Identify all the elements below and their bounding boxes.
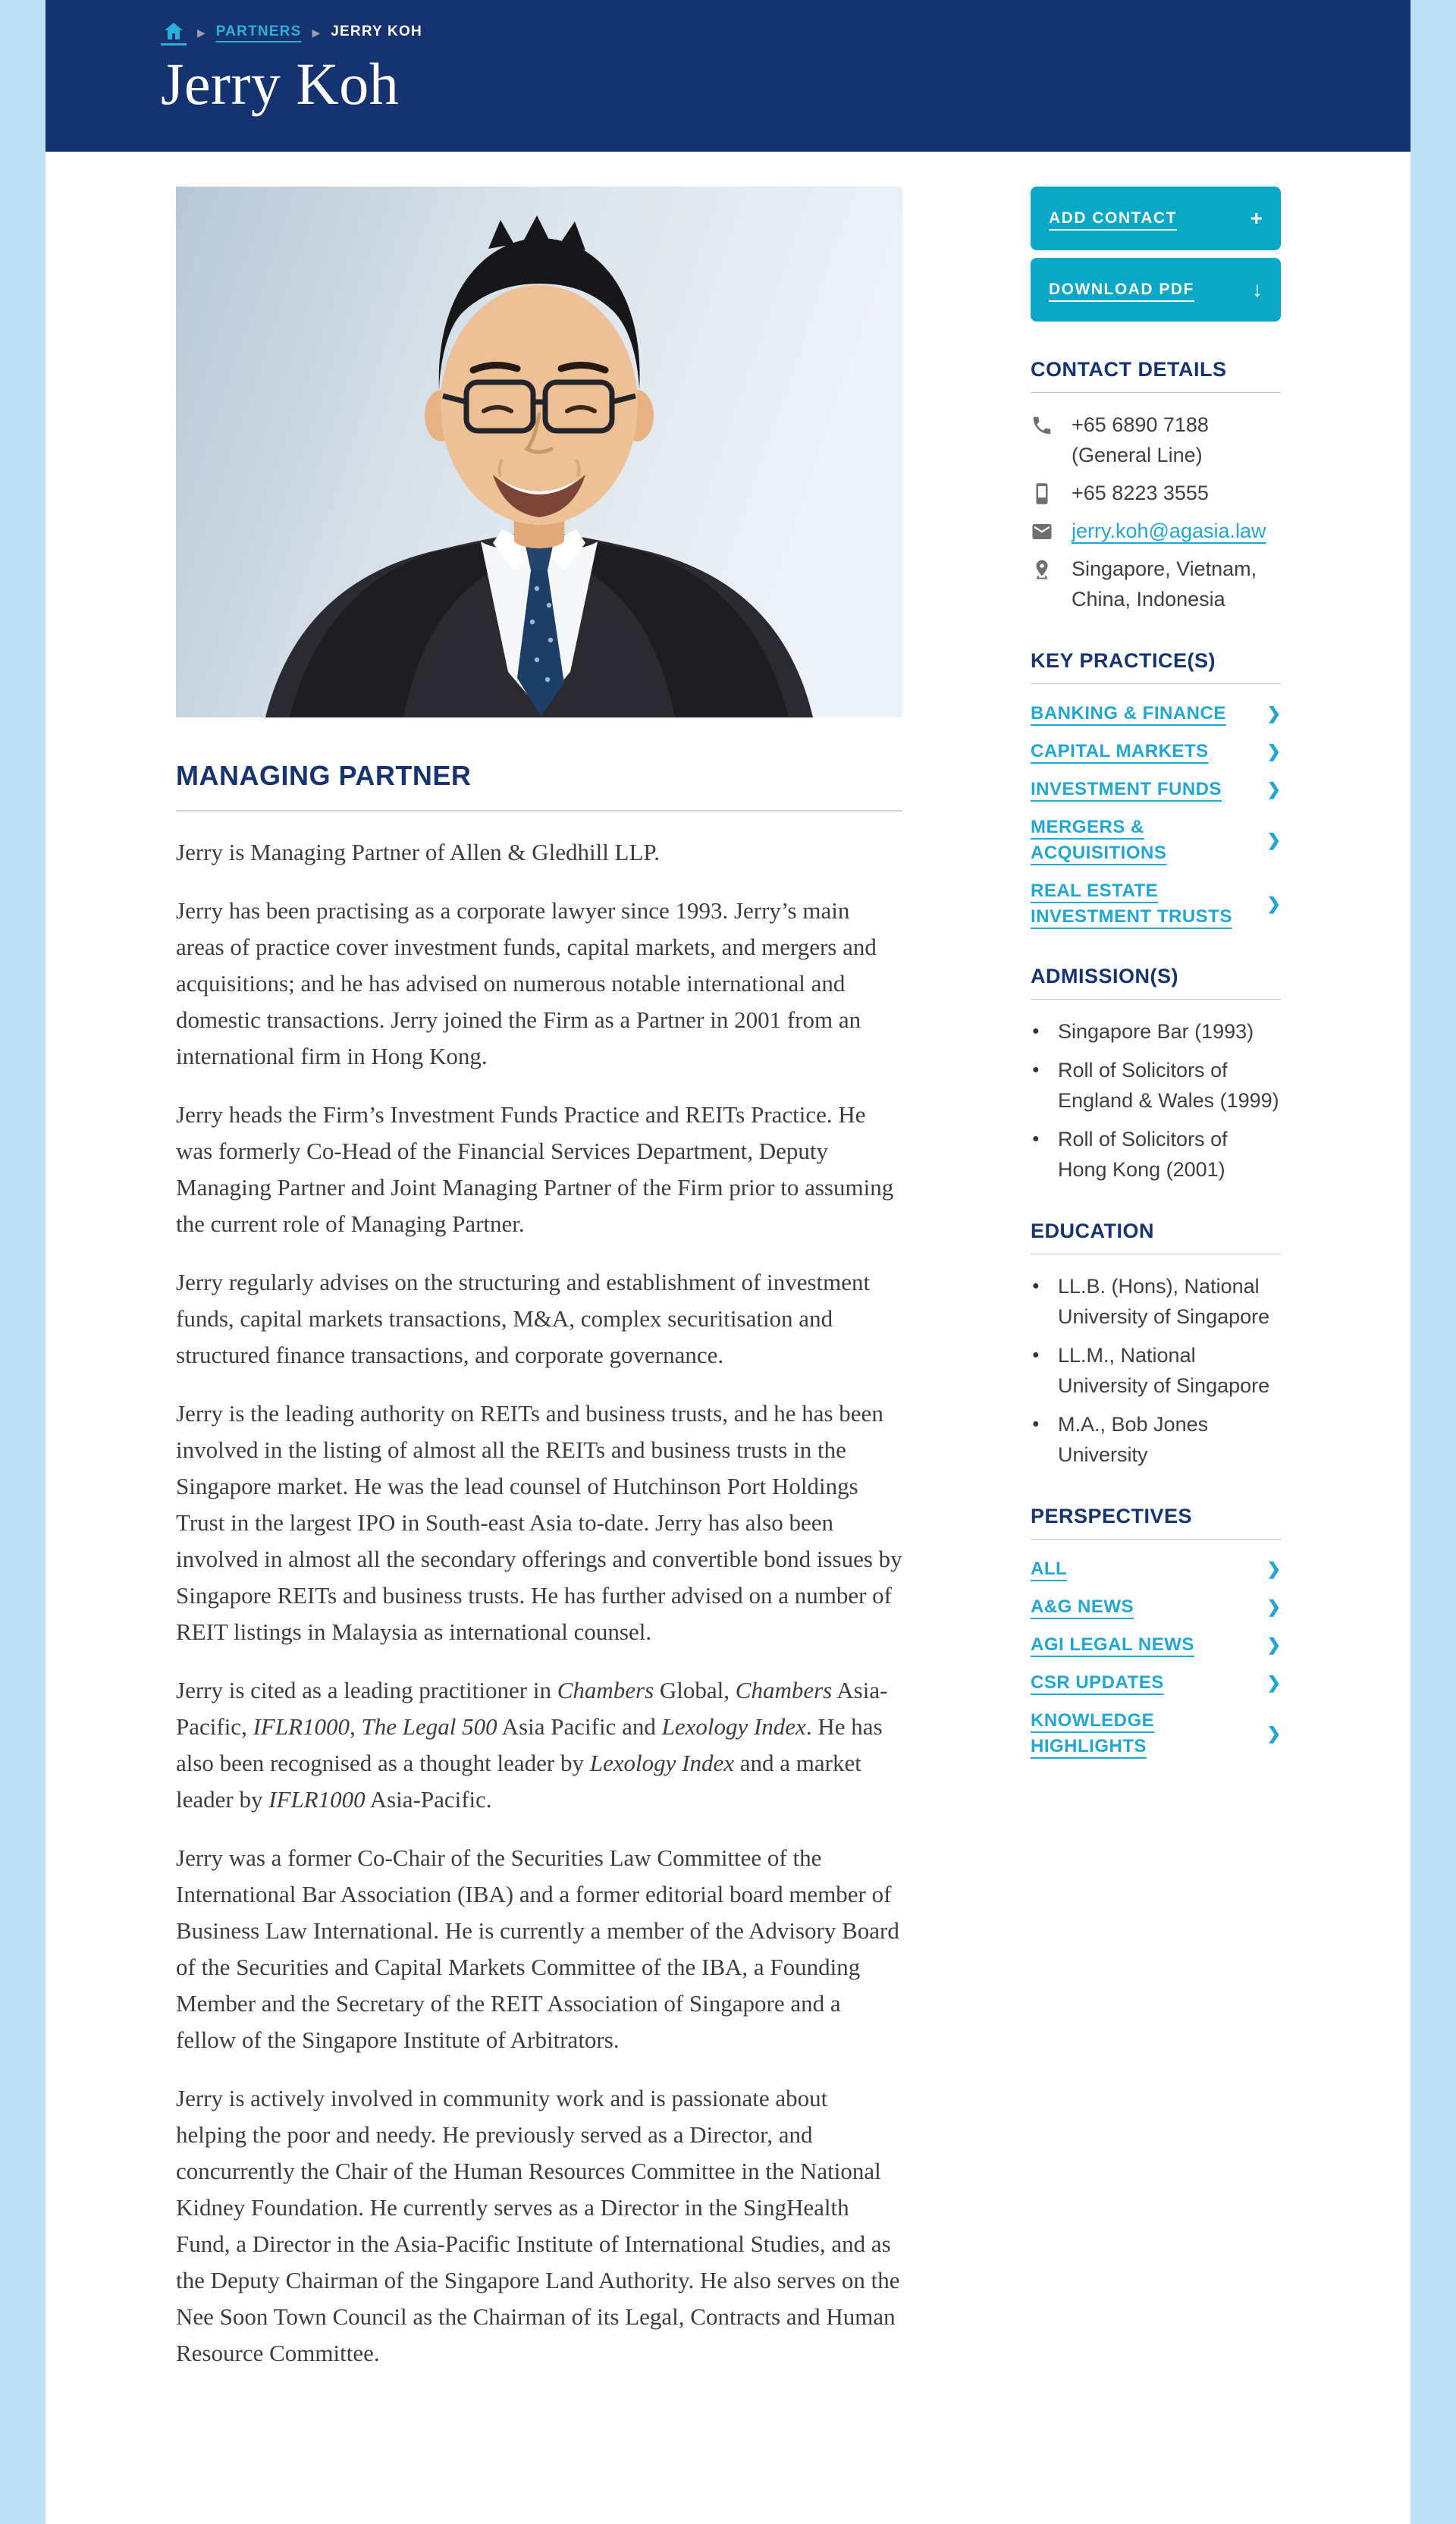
bio-paragraph: Jerry is cited as a leading practitioner in Chambers Global, Chambers Asia-Pacific, IFLR1000, The Legal 500 Asia Pacific and Lexology Index. He has also been recognised as a thought leader by Lexology Index and a market leader by IFLR1000 Asia-Pacific. bbox=[176, 1677, 888, 1813]
chevron-right-icon: ❯ bbox=[1266, 1597, 1281, 1616]
education-list bbox=[1031, 1271, 1281, 1470]
list-item: ● Roll of Solicitors of England & Wales (1999) bbox=[1031, 1055, 1281, 1116]
bio-paragraph: Jerry heads the Firm’s Investment Funds Practice and REITs Practice. He was formerly Co-Head of the Financial Services Department, Deputy Managing Partner and Joint Managing Partner of the Firm prior to assuming the current role of Managing Partner. bbox=[176, 1101, 894, 1237]
chevron-separator-icon: ▶ bbox=[197, 27, 206, 39]
content-area bbox=[46, 152, 1410, 2394]
home-link-underline bbox=[161, 43, 187, 46]
admissions-section bbox=[1031, 965, 1281, 1185]
key-practices-section bbox=[1031, 649, 1281, 930]
chevron-right-icon: ❯ bbox=[1266, 1559, 1281, 1578]
breadcrumb bbox=[161, 23, 1410, 46]
perspectives-link-label: KNOWLEDGE HIGHLIGHTS bbox=[1031, 1710, 1155, 1756]
breadcrumb-home-link[interactable] bbox=[161, 23, 187, 46]
page-header bbox=[46, 0, 1410, 152]
practice-link-reits[interactable] bbox=[1031, 878, 1281, 930]
divider bbox=[1031, 999, 1281, 1000]
contact-row-location bbox=[1031, 554, 1281, 614]
location-value: Singapore, Vietnam, China, Indonesia bbox=[1072, 557, 1257, 611]
perspectives-link-knowledge-highlights[interactable] bbox=[1031, 1708, 1281, 1760]
add-contact-button[interactable] bbox=[1031, 187, 1281, 250]
mobile-icon bbox=[1031, 478, 1059, 508]
list-item: ● LL.B. (Hons), National University of Singapore bbox=[1031, 1271, 1281, 1332]
download-arrow-icon: ↓ bbox=[1252, 278, 1263, 301]
phone-number: +65 6890 7188 (General Line) bbox=[1072, 413, 1209, 466]
bio-paragraphs bbox=[176, 834, 902, 2372]
practice-link-label: REAL ESTATE INVESTMENT TRUSTS bbox=[1031, 881, 1232, 927]
list-item: ● LL.M., National University of Singapore bbox=[1031, 1340, 1281, 1401]
location-icon bbox=[1031, 554, 1059, 614]
practice-link-investment-funds[interactable] bbox=[1031, 777, 1281, 802]
perspectives-link-label: ALL bbox=[1031, 1559, 1068, 1579]
email-link[interactable]: jerry.koh@agasia.law bbox=[1072, 520, 1266, 542]
chevron-right-icon: ❯ bbox=[1266, 1673, 1281, 1692]
perspectives-link-label: A&G NEWS bbox=[1031, 1596, 1134, 1617]
bio-paragraph: Jerry is actively involved in community work and is passionate about helping the poor and needy. He previously served as a Director, and concurrently the Chair of the Human Resources Committee in the National Kidney Foundation. He currently serves as a Director in the SingHealth Fund, a Director in the Asia-Pacific Institute of International Studies, and as the Deputy Chairman of the Singapore Land Authority. He also serves on the Nee Soon Town Council as the Chairman of its Legal, Contracts and Human Resource Committee. bbox=[176, 2085, 900, 2366]
contact-row-email bbox=[1031, 516, 1281, 546]
home-icon bbox=[165, 23, 183, 39]
sidebar bbox=[1031, 187, 1281, 2394]
practice-link-banking-finance[interactable] bbox=[1031, 701, 1281, 727]
download-pdf-button[interactable] bbox=[1031, 258, 1281, 322]
practice-link-label: INVESTMENT FUNDS bbox=[1031, 779, 1222, 799]
breadcrumb-partners-link[interactable]: PARTNERS bbox=[215, 24, 302, 39]
list-item: ● Roll of Solicitors of Hong Kong (2001) bbox=[1031, 1124, 1281, 1185]
contact-row-phone bbox=[1031, 410, 1281, 470]
perspectives-link-ag-news[interactable] bbox=[1031, 1594, 1281, 1620]
perspectives-heading: PERSPECTIVES bbox=[1031, 1505, 1193, 1527]
bio-paragraph: Jerry is Managing Partner of Allen & Gledhill LLP. bbox=[176, 839, 660, 865]
perspectives-link-csr-updates[interactable] bbox=[1031, 1670, 1281, 1696]
download-pdf-label: DOWNLOAD PDF bbox=[1049, 281, 1194, 298]
chevron-right-icon: ❯ bbox=[1266, 830, 1281, 849]
page-card bbox=[46, 0, 1410, 2524]
divider bbox=[1031, 683, 1281, 684]
plus-icon: + bbox=[1250, 206, 1263, 230]
practice-link-capital-markets[interactable] bbox=[1031, 739, 1281, 764]
mobile-number: +65 8223 3555 bbox=[1072, 482, 1209, 504]
perspectives-link-label: AGI LEGAL NEWS bbox=[1031, 1634, 1194, 1655]
admissions-list bbox=[1031, 1016, 1281, 1185]
perspectives-link-agi-legal-news[interactable] bbox=[1031, 1632, 1281, 1658]
list-item: ● M.A., Bob Jones University bbox=[1031, 1409, 1281, 1470]
main-column bbox=[176, 187, 902, 2394]
perspectives-link-label: CSR UPDATES bbox=[1031, 1672, 1164, 1693]
chevron-right-icon: ❯ bbox=[1266, 742, 1281, 761]
practice-link-mergers-acquisitions[interactable] bbox=[1031, 815, 1281, 866]
admissions-heading: ADMISSION(S) bbox=[1031, 965, 1178, 987]
chevron-right-icon: ❯ bbox=[1266, 1635, 1281, 1654]
chevron-right-icon: ❯ bbox=[1266, 780, 1281, 799]
breadcrumb-current-page: JERRY KOH bbox=[331, 24, 422, 39]
contact-details-section bbox=[1031, 358, 1281, 614]
practice-link-label: CAPITAL MARKETS bbox=[1031, 741, 1209, 761]
contact-details-heading: CONTACT DETAILS bbox=[1031, 358, 1227, 381]
divider bbox=[176, 810, 902, 812]
email-icon bbox=[1031, 516, 1059, 546]
chevron-separator-icon: ▶ bbox=[312, 27, 321, 39]
contact-row-mobile bbox=[1031, 478, 1281, 508]
list-item: ● Singapore Bar (1993) bbox=[1031, 1016, 1281, 1047]
chevron-right-icon: ❯ bbox=[1266, 704, 1281, 723]
divider bbox=[1031, 1539, 1281, 1540]
bio-paragraph: Jerry was a former Co-Chair of the Securities Law Committee of the International Bar Association (IBA) and a former editorial board member of Business Law International. He is currently a member of the Advisory Board of the Securities and Capital Markets Committee of the IBA, a Founding Member and the Secretary of the REIT Association of Singapore and a fellow of the Singapore Institute of Arbitrators. bbox=[176, 1844, 899, 2053]
bio-paragraph: Jerry is the leading authority on REITs and business trusts, and he has been involved in the listing of almost all the REITs and business trusts in the Singapore market. He was the lead counsel of Hutchinson Port Holdings Trust in the largest IPO in South-east Asia to-date. Jerry has also been involved in almost all the secondary offerings and convertible bond issues by Singapore REITs and business trusts. He has further advised on a number of REIT listings in Malaysia as international counsel. bbox=[176, 1400, 902, 1645]
profile-photo bbox=[176, 187, 902, 717]
chevron-right-icon: ❯ bbox=[1266, 1724, 1281, 1743]
perspectives-link-all[interactable] bbox=[1031, 1556, 1281, 1582]
divider bbox=[1031, 392, 1281, 393]
page-title: Jerry Koh bbox=[161, 51, 400, 117]
practice-link-label: BANKING & FINANCE bbox=[1031, 703, 1226, 724]
role-heading: MANAGING PARTNER bbox=[176, 760, 472, 791]
email-value bbox=[1072, 516, 1266, 546]
bio-paragraph: Jerry regularly advises on the structuring and establishment of investment funds, capital markets transactions, M&A, complex securitisation and structured finance transactions, and corporate governance. bbox=[176, 1269, 871, 1368]
phone-icon bbox=[1031, 410, 1059, 470]
key-practices-heading: KEY PRACTICE(S) bbox=[1031, 649, 1216, 672]
add-contact-label: ADD CONTACT bbox=[1049, 209, 1177, 227]
education-heading: EDUCATION bbox=[1031, 1220, 1154, 1242]
bio-paragraph: Jerry has been practising as a corporate lawyer since 1993. Jerry’s main areas of practice cover investment funds, capital markets, and mergers and acquisitions; and he has advised on numerous notable international and domestic transactions. Jerry joined the Firm as a Partner in 2001 from an international firm in Hong Kong. bbox=[176, 897, 877, 1069]
practice-link-label: MERGERS & ACQUISITIONS bbox=[1031, 817, 1167, 863]
chevron-right-icon: ❯ bbox=[1266, 894, 1281, 913]
education-section bbox=[1031, 1220, 1281, 1470]
perspectives-section bbox=[1031, 1505, 1281, 1760]
